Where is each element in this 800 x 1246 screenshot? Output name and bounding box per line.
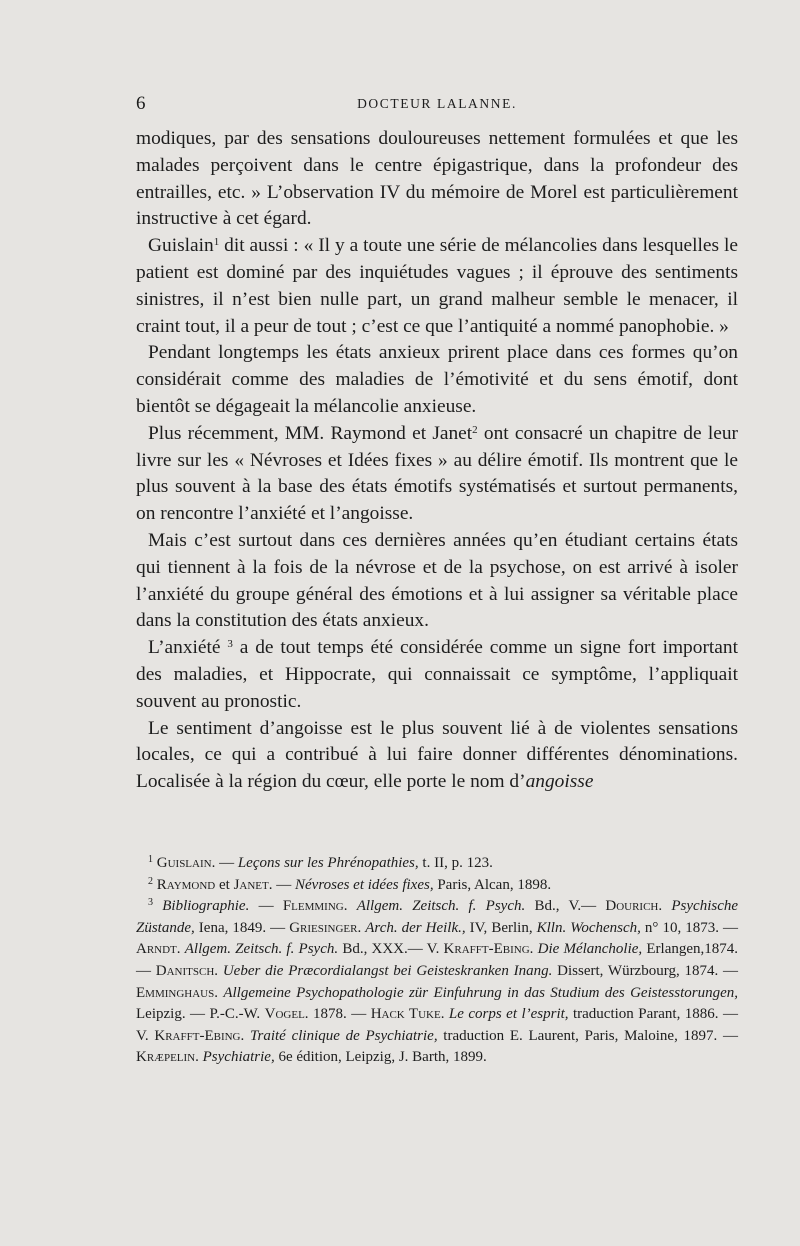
page-number: 6: [136, 93, 146, 114]
paragraph-1: modiques, par des sensations douloureuses nettement formulées et que les malades perçoivent dans le centre épigastrique, dans la profondeur des entrailles, etc. » L’observation IV du mémoire de Morel est particulièrement instructive à cet égard.: [136, 128, 738, 230]
fn3-sep: —: [249, 898, 283, 915]
footnote-2-author-1: Raymond: [156, 876, 216, 893]
fn3-author: Krafft-Ebing.: [154, 1027, 245, 1044]
fn3-title: Traité clinique de Psychiatrie,: [250, 1027, 438, 1044]
footnote-1-number: 1: [148, 854, 153, 865]
fn3-title: Arch. der Heilk.,: [365, 919, 466, 936]
page-header: [136, 93, 738, 117]
paragraph-3: Pendant longtemps les états anxieux prirent place dans ces formes qu’on considérait comme des maladies de l’émotivité et du sens émotif, dont bientôt se dégageait la mélancolie anxieuse.: [136, 342, 738, 417]
fn3-title: Psychiatrie,: [202, 1049, 275, 1066]
paragraph-2: [136, 233, 738, 340]
fn3-title: Le corps et l’esprit,: [448, 1006, 569, 1023]
fn3-sep: Bd., XXX.— V.: [338, 941, 444, 958]
fn3-author: Danitsch.: [155, 962, 219, 979]
fn3-sep: Bd., V.—: [525, 898, 606, 915]
fn3-sep: 6e édition, Leipzig, J. Barth, 1899.: [274, 1049, 487, 1066]
footnote-2-number: 2: [148, 875, 153, 887]
fn3-sep: IV, Berlin,: [465, 919, 537, 936]
fn3-author: Hack Tuke.: [370, 1006, 445, 1023]
footnote-1-rest: t. II, p. 123.: [418, 855, 493, 871]
footnote-3-number: 3: [148, 897, 153, 909]
fn3-sep: Erlangen,1874.—: [136, 941, 739, 979]
fn3-author: Vogel.: [264, 1006, 309, 1023]
paragraph-6-text-b: a de tout temps été considérée comme un signe fort important des maladies, et Hippocrate, qui connaissait ce symptôme, l’appliquait souvent au pronostic.: [136, 637, 738, 712]
footnote-1-author: Guislain.: [156, 855, 216, 871]
running-head: DOCTEUR LALANNE.: [357, 96, 517, 111]
fn3-title: Allgemeine Psychopathologie zür Einfuhrung in das Studium des Geistesstorungen,: [223, 984, 739, 1001]
fn3-author: Griesinger.: [289, 919, 362, 936]
fn3-author: Dourich.: [605, 898, 663, 915]
fn3-title: Allgem. Zeitsch. f. Psych.: [184, 941, 339, 958]
footnote-3: [136, 896, 738, 1069]
footnote-1-title: Leçons sur les Phrénopathies,: [237, 855, 419, 871]
paragraph-4-text-a: Plus récemment, MM. Raymond et Janet: [148, 422, 473, 444]
footnotes: [136, 853, 738, 1069]
fn3-author: Krafft-Ebing.: [443, 941, 534, 958]
footnote-2-rest: Paris, Alcan, 1898.: [433, 876, 552, 893]
paragraph-7-text: Le sentiment d’angoisse est le plus souvent lié à de violentes sensations locales, ce qui a contribué à lui faire donner différentes dénominations. Localisée à la région du cœur, elle porte le nom d’: [136, 717, 738, 793]
paragraph-2-text-b: dit aussi : « Il y a toute une série de mélancolies dans lesquelles le patient est dominé par des inquiétudes vagues ; il éprouve des sentiments sinistres, il n’est bien nulle part, un grand malheur semble le menacer, il craint tout, il a peur de tout ; c’est ce que l’antiquité a nommé panophobie. »: [136, 235, 738, 337]
footnote-3-heading: Bibliographie.: [162, 898, 250, 915]
paragraph-7-italic: angoisse: [525, 771, 594, 793]
fn3-sep: traduction E. Laurent, Paris, Maloine, 1897. —: [437, 1027, 739, 1044]
fn3-author: Flemming.: [282, 898, 348, 915]
paragraph-2-text-a: Guislain: [148, 235, 214, 257]
paragraph-7: [136, 716, 738, 796]
paragraph-6: [136, 635, 738, 715]
fn3-author: Emminghaus.: [136, 984, 218, 1001]
fn3-sep: Iena, 1849. —: [194, 919, 290, 936]
body-text: [136, 126, 738, 796]
paragraph-4: [136, 421, 738, 528]
fn3-author: Arndt.: [136, 941, 181, 958]
fn3-sep: 1878. —: [308, 1006, 371, 1023]
fn3-sep: traduction Parant, 1886. — V.: [136, 1006, 738, 1044]
fn3-title: Psychische Züstande,: [136, 898, 739, 936]
footnote-ref-3: 3: [227, 638, 233, 651]
fn3-title: Klln. Wochensch,: [536, 919, 641, 936]
footnote-2-title: Névroses et idées fixes,: [295, 876, 434, 893]
fn3-sep: [662, 898, 671, 914]
paragraph-5: Mais c’est surtout dans ces dernières années qu’en étudiant certains états qui tiennent à la fois de la névrose et de la psychose, on est arrivé à isoler l’anxiété du groupe général des émotions et à lui assigner sa véritable place dans la constitution des états anxieux.: [136, 529, 738, 632]
paragraph-6-text-a: L’anxiété: [148, 637, 221, 659]
footnote-2-and: et: [215, 876, 234, 893]
fn3-title: Ueber die Præcordialangst bei Geisteskranken Inang.: [222, 962, 553, 979]
footnote-2-sep: —: [272, 876, 295, 893]
fn3-sep: [347, 898, 356, 914]
paragraph-4-text-b: ont consacré un chapitre de leur livre sur les « Névroses et Idées fixes » au délire émotif. Ils montrent que le plus souvent à la base des états émotifs systématisés et surtout permanents, on rencontre l’anxiété et l’angoisse.: [136, 422, 738, 525]
fn3-sep: Dissert, Würzbourg, 1874. —: [552, 962, 739, 979]
footnote-2: [136, 875, 738, 897]
fn3-title: Die Mélancholie,: [537, 941, 643, 958]
footnote-1: [136, 853, 738, 875]
fn3-sep: n° 10, 1873. —: [640, 919, 739, 936]
footnote-1-sep: —: [215, 855, 238, 871]
fn3-sep: Leipzig. — P.-C.-W.: [136, 1006, 265, 1023]
footnote-ref-1: 1: [213, 236, 220, 249]
fn3-author: Kræpelin.: [136, 1049, 199, 1066]
footnote-2-author-2: Janet.: [233, 876, 273, 893]
fn3-title: Allgem. Zeitsch. f. Psych.: [356, 898, 526, 915]
footnote-ref-2: 2: [472, 423, 478, 436]
